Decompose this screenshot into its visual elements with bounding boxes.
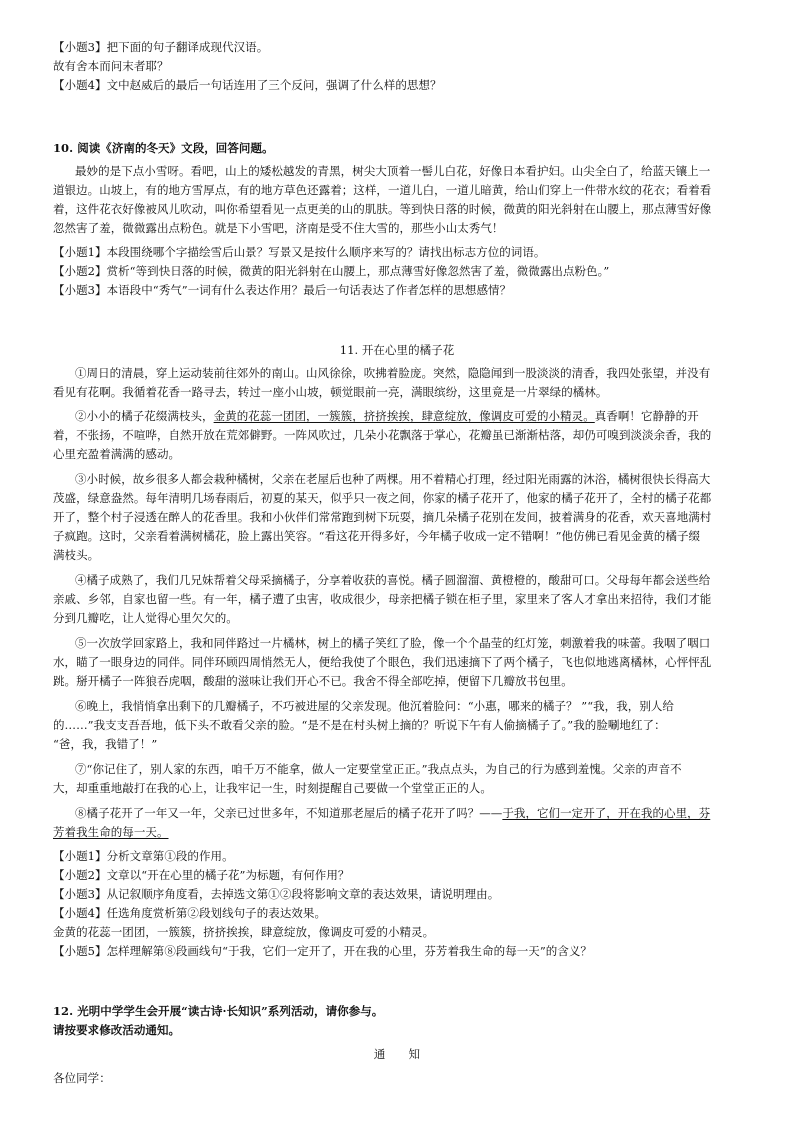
q12-title: 12. 光明中学学生会开展“读古诗·长知识”系列活动，请你参与。	[53, 1004, 384, 1018]
q10-para-line-1: 最妙的是下点小雪呀。看吧，山上的矮松越发的青黑，树尖大顶着一髻儿白花，好像日本看护妇。山尖全白了，给蓝天镶上一	[75, 164, 711, 178]
q11-subq5: 【小题5】怎样理解第⑧段画线句“于我，它们一定开了，开在我的心里，芬芳着我生命的每一天”的含义？	[53, 944, 592, 958]
q11-p7-line-2: 大，却重重地敲打在我的心上，让我牢记一生，时刻提醒自己要做一个堂堂正正的人。	[53, 781, 492, 795]
q11-p2-line-1	[75, 409, 699, 423]
q11-p3-line-5: 满枝头。	[53, 548, 100, 562]
q12-subtitle: 请按要求修改活动通知。	[53, 1023, 181, 1037]
q11-p2-start: ②小小的橘子花缀满枝头，	[75, 409, 214, 423]
q11-subq3: 【小题3】从记叙顺序角度看，去掉选文第①②段将影响文章的表达效果，请说明理由。	[53, 887, 500, 901]
q10-para-line-2: 道银边。山坡上，有的地方雪厚点，有的地方草色还露着；这样，一道儿白，一道儿暗黄，给山们穿上一件带水纹的花衣；看着看	[53, 183, 712, 197]
q11-p5-line-3: 跳。掰开橘子一阵狼吞虎咽，酸甜的滋味让我们开心不已。我舍不得全部吃掉，便留下几瓣放书包里。	[53, 674, 573, 688]
q11-subq2: 【小题2】文章以“开在心里的橘子花”为标题，有何作用？	[53, 868, 350, 882]
q10-subq1: 【小题1】本段围绕哪个字描绘雪后山景？写景又是按什么顺序来写的？请找出标志方位的词语。	[53, 245, 546, 259]
q11-subq1: 【小题1】分析文章第①段的作用。	[53, 849, 234, 863]
q11-subq4: 【小题4】任选角度赏析第②段划线句子的表达效果。	[53, 906, 327, 920]
q11-p1-line-1: ①周日的清晨，穿上运动装前往郊外的南山。山风徐徐，吹拂着脸庞。突然，隐隐闻到一股淡淡的清香，我四处张望，并没有	[75, 366, 711, 380]
q11-p2-end: 真香啊！它静静的开	[594, 409, 699, 423]
q11-p5-line-2: 水，瞄了一眼身边的同伴。同伴环顾四周悄然无人，便给我使了个眼色，我们迅速摘下了两个橘子，飞也似地逃离橘林，心怦怦乱	[53, 655, 712, 669]
q11-title: 11. 开在心里的橘子花	[339, 343, 455, 357]
q11-p8-underlined-part-1: 于我，它们一定开了，开在我的心里，芬	[502, 806, 711, 820]
q11-p7-line-1: ⑦“你记住了，别人家的东西，咱千万不能拿，做人一定要堂堂正正。”我点点头，为自己的行为感到羞愧。父亲的声音不	[75, 762, 682, 776]
q10-para-line-3: 着，这件花衣好像被风儿吹动，叫你希望看见一点更美的山的肌肤。等到快日落的时候，微黄的阳光斜射在山腰上，那点薄雪好像	[53, 202, 712, 216]
q9-subq3: 【小题3】把下面的句子翻译成现代汉语。	[53, 40, 269, 54]
q10-title: 10. 阅读《济南的冬天》文段，回答问题。	[53, 141, 274, 155]
q11-p2-line-3: 心里充盈着满满的感动。	[53, 447, 181, 461]
q11-p8-start: ⑧橘子花开了一年又一年，父亲已过世多年，不知道那老屋后的橘子花开了吗？——	[75, 806, 503, 820]
q11-p6-line-3: “爸，我，我错了！”	[53, 737, 158, 751]
q11-p4-line-1: ④橘子成熟了，我们几兄妹帮着父母采摘橘子，分享着收获的喜悦。橘子圆溜溜、黄橙橙的，酸甜可口。父母每年都会送些给	[75, 573, 711, 587]
q11-p3-line-1: ③小时候，故乡很多人都会栽种橘树，父亲在老屋后也种了两棵。用不着精心打理，经过阳光雨露的沐浴，橘树很快长得高大	[75, 472, 711, 486]
q11-p5-line-1: ⑤一次放学回家路上，我和同伴路过一片橘林，树上的橘子笑红了脸，像一个个晶莹的红灯笼，刺激着我的味蕾。我咽了咽口	[75, 636, 711, 650]
q11-p2-underlined-sentence: 金黄的花蕊一团团，一簇簇，挤挤挨挨，肆意绽放，像调皮可爱的小精灵。	[213, 409, 595, 423]
q11-p8-line-1	[75, 806, 710, 820]
q11-p2-line-2: 着，不张扬，不喧哗，自然开放在荒郊僻野。一阵风吹过，几朵小花飘落于掌心，花瓣虽已渐渐枯落，却仍可嗅到淡淡余香，我的	[53, 428, 712, 442]
q11-p6-line-1: ⑥晚上，我悄悄拿出剩下的几瓣橘子，不巧被进屋的父亲发现。他沉着脸问：“小惠，哪来的橘子？ ”“我，我，别人给	[75, 699, 674, 713]
notice-greeting: 各位同学：	[53, 1071, 111, 1085]
q11-p3-line-4: 子疯跑。这时，父亲看着满树橘花，脸上露出笑容。“看这花开得多好，今年橘子收成一定不错啊！”他仿佛已看见金黄的橘子缀	[53, 529, 701, 543]
q11-p4-line-3: 分到几瓣吃，让人觉得心里欠欠的。	[53, 611, 238, 625]
q11-p6-line-2: 的……”我支支吾吾地，低下头不敢看父亲的脸。“是不是在村头树上摘的？听说下午有人偷摘橘子了。”我的脸唰地红了：	[53, 718, 666, 732]
q11-p8-line-2	[53, 825, 169, 839]
q10-para-line-4: 忽然害了羞，微微露出点粉色。就是下小雪吧，济南是受不住大雪的，那些小山太秀气！	[53, 221, 504, 235]
q9-subq4: 【小题4】文中赵威后的最后一句话连用了三个反问，强调了什么样的思想？	[53, 78, 442, 92]
q11-p1-line-2: 看见有花啊。我循着花香一路寻去，转过一座小山坡，顿觉眼前一亮，满眼缤纷，这里竟是一片翠绿的橘林。	[53, 385, 608, 399]
q11-p3-line-3: 开了，整个村子浸透在醉人的花香里。我和小伙伴们常常跑到树下玩耍，摘几朵橘子花别在发间，披着满身的花香，欢天喜地满村	[53, 510, 712, 524]
q11-p3-line-2: 茂盛，绿意盎然。每年清明几场春雨后，初夏的某天，似乎只一夜之间，你家的橘子花开了，他家的橘子花开了，全村的橘子花都	[53, 491, 712, 505]
q11-subq4-sentence: 金黄的花蕊一团团，一簇簇，挤挤挨挨，肆意绽放，像调皮可爱的小精灵。	[53, 925, 435, 939]
q11-p8-underlined-part-2: 芳着我生命的每一天。	[53, 825, 169, 839]
q9-subq3-sentence: 故有舍本而问末者耶？	[53, 59, 169, 73]
q10-subq2: 【小题2】赏析“等到快日落的时候，微黄的阳光斜射在山腰上，那点薄雪好像忽然害了羞，微微露出点粉色。”	[53, 264, 610, 278]
q10-subq3: 【小题3】本语段中“秀气”一词有什么表达作用？最后一句话表达了作者怎样的思想感情？	[53, 283, 512, 297]
q11-p4-line-2: 亲戚、乡邻，自家也留一些。有一年，橘子遭了虫害，收成很少，母亲把橘子锁在柜子里，家里来了客人才拿出来招待，我们才能	[53, 592, 712, 606]
notice-title: 通 知	[373, 1047, 421, 1061]
